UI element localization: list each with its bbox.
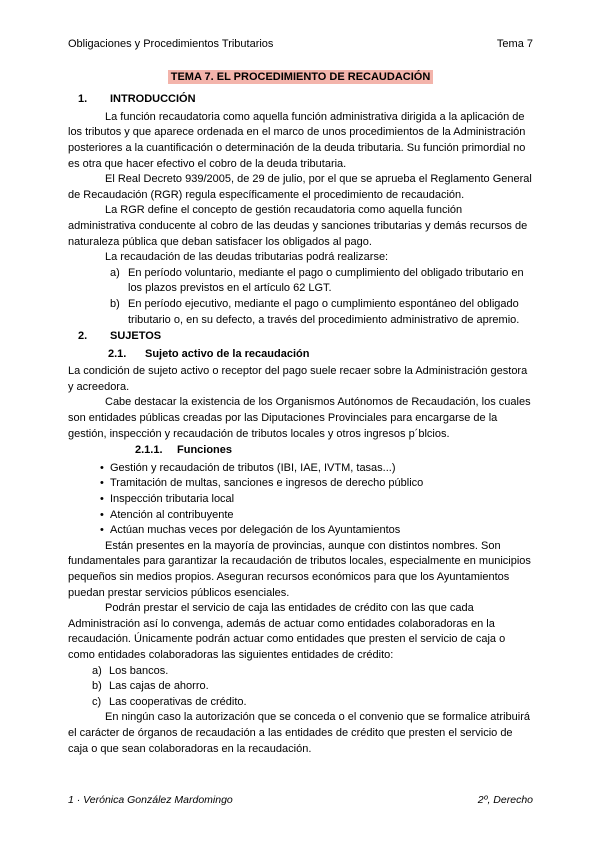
bullet-item: [100, 508, 533, 524]
bullet-marker: •: [100, 477, 104, 490]
bullet-marker: •: [100, 524, 104, 537]
list-item: [92, 679, 533, 695]
bullet-marker: •: [100, 508, 104, 521]
bullet-marker: •: [100, 461, 104, 474]
document-title-text: TEMA 7. EL PROCEDIMIENTO DE RECAUDACIÓN: [168, 70, 434, 84]
list-item-marker: b): [92, 680, 102, 693]
paragraph: El Real Decreto 939/2005, de 29 de julio, por el que se aprueba el Reglamento General de Recaudación (RGR) regula específicamente el procedimiento de recaudación.: [68, 173, 532, 201]
header-course-title: Obligaciones y Procedimientos Tributarios: [68, 38, 274, 50]
section-2-1-number: 2.1.: [108, 347, 127, 360]
list-item-text: En período voluntario, mediante el pago o cumplimiento del obligado tributario en los plazos previstos en el artículo 62 LGT.: [128, 266, 524, 295]
paragraph: Están presentes en la mayoría de provincias, aunque con distintos nombres. Son fundamentales para garantizar la recaudación de tributos locales, especialmente en municipios pequeños sin medios propios. Aseguran recursos económicos para que los Ayuntamientos puedan prestar servicios públicos esenciales.: [68, 539, 531, 599]
section-2-label: SUJETOS: [110, 330, 162, 343]
list-item-text: Los bancos.: [109, 664, 169, 677]
paragraph: Cabe destacar la existencia de los Organismos Autónomos de Recaudación, los cuales son entidades públicas creadas por las Diputaciones Provinciales para encargarse de la gestión, inspección y recaudación de tributos locales y otros ingresos p´blcios.: [68, 396, 531, 440]
section-2-1-label: Sujeto activo de la recaudación: [145, 347, 310, 360]
section-2-heading: [68, 329, 533, 345]
list-item-marker: a): [92, 664, 102, 677]
section-1-number: 1.: [78, 93, 88, 106]
section-2-number: 2.: [78, 330, 88, 343]
document-title: [68, 70, 533, 86]
paragraph: Podrán prestar el servicio de caja las entidades de crédito con las que cada Administración así lo convenga, además de actuar como entidades colaboradoras en la recaudación. Únicamente podrán actuar como entidades que presten el servicio de caja o como entidades colaboradoras las siguientes entidades de crédito:: [68, 602, 506, 661]
list-item-marker: c): [92, 695, 102, 708]
bullet-text: Tramitación de multas, sanciones e ingresos de derecho público: [110, 477, 424, 490]
section-1-heading: [68, 92, 533, 108]
bullet-text: Atención al contribuyente: [110, 508, 234, 521]
list-item-text: Las cajas de ahorro.: [109, 680, 209, 693]
section-1-label: INTRODUCCIÓN: [110, 93, 196, 106]
bullet-text: Inspección tributaria local: [110, 493, 235, 506]
ordered-list-periods: [68, 266, 533, 328]
ordered-list-entities: [68, 664, 533, 711]
paragraph: La RGR define el concepto de gestión recaudatoria como aquella función administrativa conducente al cobro de las deudas y sanciones tributarias y demás recursos de naturaleza pública que deban satisfacer los obligados al pago.: [68, 204, 528, 248]
paragraph: En ningún caso la autorización que se conceda o el convenio que se formalice atribuirá el carácter de órganos de recaudación a las entidades de crédito que presten el servicio de caja o que sean colaboradoras en la recaudación.: [68, 711, 530, 755]
list-item: [110, 297, 533, 328]
functions-bullet-list: [68, 461, 533, 539]
list-item-marker: b): [110, 297, 120, 310]
footer-author: 1 · Verónica González Mardomingo: [68, 794, 233, 807]
list-item-text: En período ejecutivo, mediante el pago o cumplimiento espontáneo del obligado tributario o, en su defecto, a través del procedimiento administrativo de apremio.: [128, 297, 520, 326]
footer-course-year: 2º, Derecho: [477, 794, 533, 807]
list-item: [92, 664, 533, 680]
section-2-1-1-heading: [68, 443, 533, 459]
page-footer: [68, 793, 533, 809]
bullet-item: [100, 523, 533, 539]
list-item-marker: a): [110, 266, 120, 279]
section-2-1-1-number: 2.1.1.: [135, 444, 163, 457]
bullet-item: [100, 476, 533, 492]
bullet-item: [100, 461, 533, 477]
list-item: [110, 266, 533, 297]
bullet-item: [100, 492, 533, 508]
section-2-1-1-label: Funciones: [177, 444, 233, 457]
page-header: [68, 37, 533, 53]
section-2-1-heading: [68, 347, 533, 363]
list-item-text: Las cooperativas de crédito.: [109, 695, 247, 708]
paragraph: La recaudación de las deudas tributarias podrá realizarse:: [105, 251, 389, 264]
bullet-text: Gestión y recaudación de tributos (IBI, IAE, IVTM, tasas...): [110, 461, 396, 474]
paragraph: La función recaudatoria como aquella función administrativa dirigida a la aplicación de los tributos y que aparece ordenada en el marco de unos procedimientos de la Administración posteriores a la cuantificación o determinación de la deuda tributaria. Su función primordial no es otra que hacer efectivo el cobro de la deuda tributaria.: [68, 110, 526, 170]
bullet-text: Actúan muchas veces por delegación de los Ayuntamientos: [110, 524, 401, 537]
bullet-marker: •: [100, 493, 104, 506]
paragraph: La condición de sujeto activo o receptor del pago suele recaer sobre la Administración gestora y acreedora.: [68, 365, 528, 393]
header-topic-label: Tema 7: [496, 38, 533, 50]
list-item: [92, 695, 533, 711]
